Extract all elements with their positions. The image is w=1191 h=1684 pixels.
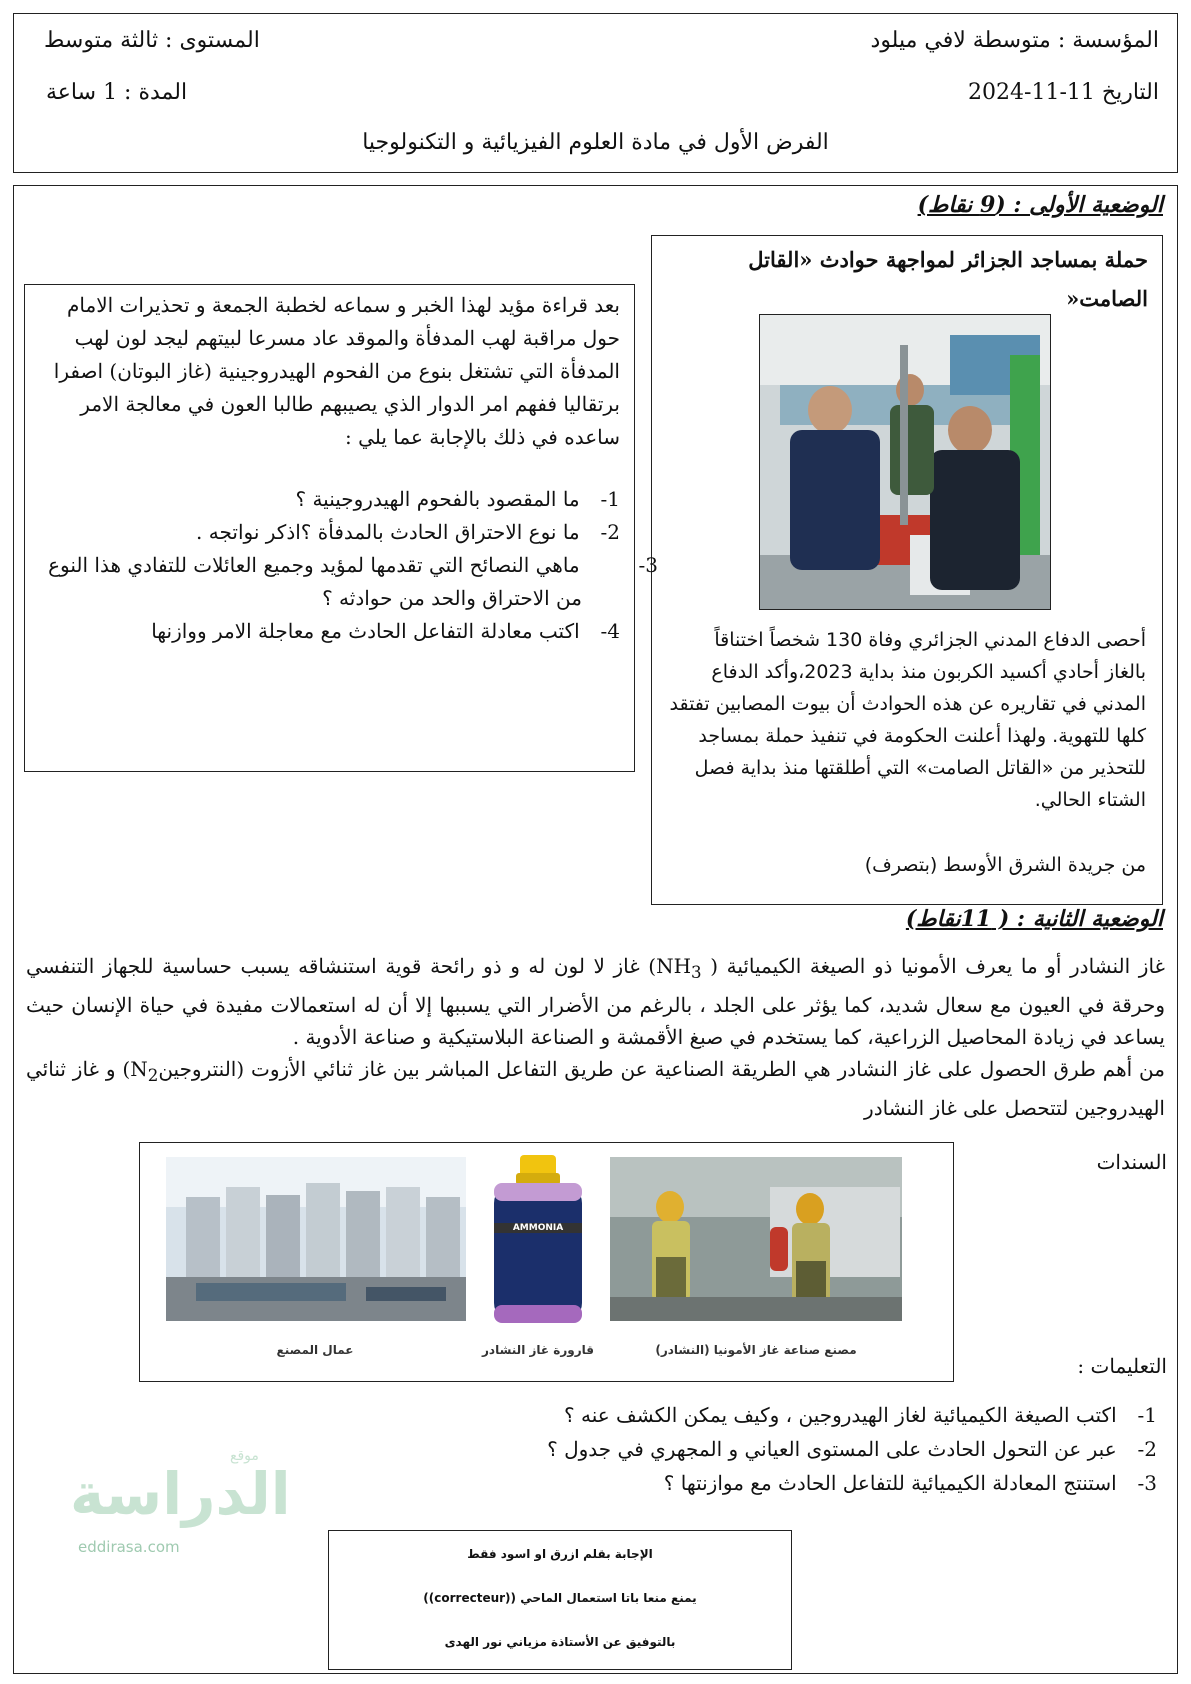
story-box <box>24 284 658 772</box>
watermark-small: موقع <box>230 1448 259 1464</box>
cylinder-label: AMMONIA <box>494 1223 582 1233</box>
s2-question-1: 1- اكتب الصيغة الكيميائية لغاز الهيدروجين ، وكيف يمكن الكشف عنه ؟ <box>564 1403 1157 1427</box>
news-headline: حملة بمساجد الجزائر لمواجهة حوادث «القاتل الصامت« <box>748 247 1148 311</box>
level-label: المستوى : ثالثة متوسط <box>44 28 260 53</box>
situation1-title: الوضعية الأولى : (9 نقاط) <box>917 192 1163 218</box>
firefighters-illustration <box>610 1157 902 1321</box>
documents-label: السندات <box>1096 1150 1167 1174</box>
story-intro: بعد قراءة مؤيد لهذا الخبر و سماعه لخطبة الجمعة و تحذيرات الامام حول مراقبة لهب المدفأة والموقد عاد مسرعا لبيتهم ليجد لون لهب المدفأة التي تشتغل بنوع من الفحوم الهيدروجينية (غاز البوتان) اصفرا برتقاليا ففهم امر الدوار الذي يصيبهم طالبا العون في معالجة الامر ساعده في ذلك بالإجابة عما يلي : <box>53 293 620 449</box>
situation2-title: الوضعية الثانية : ( 11نقاط) <box>905 906 1163 932</box>
date-label: التاريخ 11-11-2024 <box>968 80 1159 105</box>
situation2-questions <box>297 1398 1157 1500</box>
news-body: أحصى الدفاع المدني الجزائري وفاة 130 شخصاً اختناقاً بالغاز أحادي أكسيد الكربون منذ بداية 2023،وأكد الدفاع المدني في تقاريره عن هذه الحوادث أن بيوت المصابين تفتقد كلها للتهوية. ولهذا أعلنت الحكومة في تنفيذ حملة بمساجد للتحذير من «القاتل الصامت» التي أطلقتها منذ بداية فصل الشتاء الحالي. <box>669 629 1146 811</box>
ammonia-cylinder <box>486 1155 590 1325</box>
question-4: 4- اكتب معادلة التفاعل الحادث مع معاجلة الامر ووازنها <box>151 619 620 643</box>
caption-cylinder: قارورة غاز النشادر <box>482 1343 594 1357</box>
footer-pen-note: الإجابة بقلم ازرق او اسود فقط <box>467 1547 653 1561</box>
caption-factory-workers: عمال المصنع <box>276 1343 354 1357</box>
factory-photo <box>166 1157 466 1321</box>
situation2-paragraph: غاز النشادر أو ما يعرف الأمونيا ذو الصيغة الكيميائية ( $NH_3$) غاز لا لون له و ذو رائحة قوية استنشاقه يسبب حساسية للجهاز التنفسي وحرقة في العيون مع سعال شديد، كما يؤثر على الجلد ، بالرغم من الأضرار التي يسببها إلا أن له استعمالات مفيدة في حياة الإنسان حيث يساعد في زيادة المحاصيل الزراعية، كما يستخدم في صبغ الأقمشة و الصناعة البلاستيكية و صناعة الأدوية . من أهم طرق الحصول على غاز النشادر هي الطريقة الصناعية عن طريق التفاعل المباشر بين غاز ثنائي الأزوت (النتروجينN$_2$) و غاز ثنائي الهيدروجين لتتحصل على غاز النشادر <box>26 954 1165 1120</box>
documents-box <box>139 1142 954 1382</box>
question-1: 1- ما المقصود بالفحوم الهيدروجينية ؟ <box>295 487 620 511</box>
duration-label: المدة : 1 ساعة <box>46 80 188 105</box>
footer-signature: بالتوفيق عن الأستاذة مزياني نور الهدى <box>444 1635 676 1649</box>
s2-question-2: 2- عبر عن التحول الحادث على المستوى العياني و المجهري في جدول ؟ <box>547 1437 1157 1461</box>
situation1-questions <box>37 483 658 648</box>
factory-illustration <box>166 1157 466 1321</box>
gas-cylinder-icon <box>486 1155 590 1325</box>
news-source: من جريدة الشرق الأوسط (بتصرف) <box>864 854 1146 876</box>
footer-box <box>328 1530 792 1670</box>
caption-ammonia-factory: مصنع صناعة غاز الأمونيا (النشادر) <box>655 1343 857 1357</box>
news-photo <box>759 314 1051 610</box>
institution-label: المؤسسة : متوسطة لافي ميلود <box>870 28 1159 53</box>
instructions-label: التعليمات : <box>1077 1354 1167 1378</box>
footer-correcteur-note: يمنع منعا باتا استعمال الماحي ((correcteur)) <box>423 1591 697 1605</box>
header-box <box>13 13 1178 173</box>
watermark <box>70 1448 291 1560</box>
s2-question-3: 3- استنتج المعادلة الكيميائية للتفاعل الحادث مع موازنتها ؟ <box>663 1471 1157 1495</box>
news-box <box>651 235 1163 905</box>
exam-title: الفرض الأول في مادة العلوم الفيزيائية و التكنولوجيا <box>362 130 829 155</box>
watermark-logo-text: الدراسة <box>70 1460 291 1528</box>
watermark-url: eddirasa.com <box>78 1538 180 1556</box>
firefighters-photo <box>610 1157 902 1321</box>
question-3: 3- ماهي النصائح التي تقدمها لمؤيد وجميع العائلات للتفادي هذا النوع من الاحتراق والحد من حوادثه ؟ <box>48 553 658 610</box>
question-2: 2- ما نوع الاحتراق الحادث بالمدفأة ؟اذكر نواتجه . <box>196 520 620 544</box>
officers-photo-illustration <box>760 315 1050 609</box>
